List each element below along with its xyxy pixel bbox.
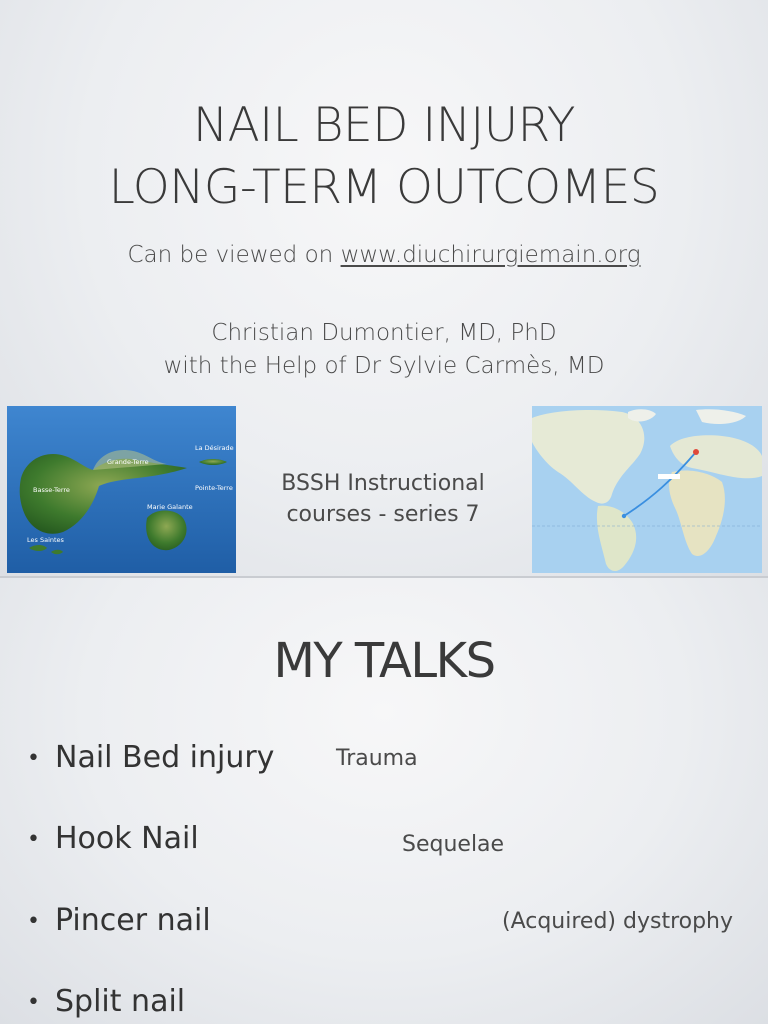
map-label-marie-galante: Marie Galante	[147, 503, 193, 511]
bullet-icon: •	[27, 990, 40, 1015]
course-caption	[252, 468, 514, 530]
bullet-icon: •	[27, 746, 40, 771]
talk-item-tag: Sequelae	[402, 832, 505, 857]
guadeloupe-map-image	[7, 406, 236, 573]
talk-item-tag: (Acquired) dystrophy	[502, 909, 734, 934]
talk-item-label: Nail Bed injury	[55, 740, 275, 775]
slide-title-line-1: NAIL BED INJURY	[192, 98, 576, 153]
course-line-2: courses - series 7	[286, 502, 480, 527]
talk-item	[27, 903, 211, 938]
map-label-desirade: La Désirade	[195, 444, 234, 452]
map-label-basse-terre: Basse-Terre	[33, 486, 70, 494]
co-author-line: with the Help of Dr Sylvie Carmès, MD	[163, 353, 605, 379]
talk-item	[27, 821, 199, 856]
course-line-1: BSSH Instructional	[281, 471, 485, 496]
map-label-grande-terre: Grande-Terre	[107, 458, 149, 466]
slide-title-line-2: LONG-TERM OUTCOMES	[108, 160, 660, 215]
viewing-note-prefix: Can be viewed on	[127, 242, 341, 268]
talk-item-label: Pincer nail	[55, 903, 211, 938]
talk-item-label: Split nail	[55, 984, 186, 1019]
author-line: Christian Dumontier, MD, PhD	[211, 320, 557, 346]
talk-item	[27, 984, 185, 1019]
talks-title: MY TALKS	[273, 633, 495, 689]
viewing-note	[0, 242, 768, 268]
world-route-map-image	[532, 406, 762, 573]
talk-item-label: Hook Nail	[55, 821, 199, 856]
map-label-pointe-terre: Pointe-Terre	[195, 484, 233, 492]
bullet-icon: •	[27, 827, 40, 852]
talk-item-tag: Trauma	[336, 746, 418, 771]
talk-item	[27, 740, 274, 775]
talks-slide	[0, 578, 768, 1024]
website-link[interactable]: www.diuchirurgiemain.org	[340, 242, 641, 268]
map-label-les-saintes: Les Saintes	[27, 536, 64, 544]
bullet-icon: •	[27, 909, 40, 934]
